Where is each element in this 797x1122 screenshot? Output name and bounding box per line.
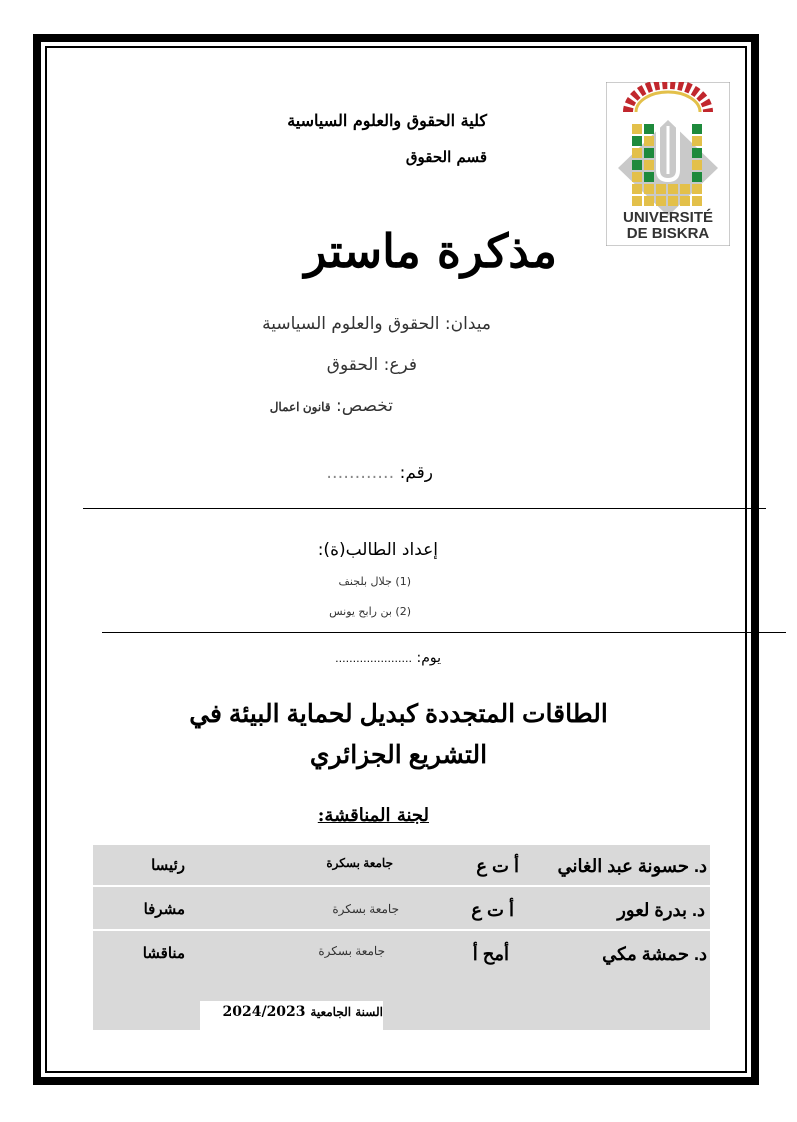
number-value: ………… [326, 463, 395, 483]
memo-title: مذكرة ماستر [304, 224, 557, 278]
member-1-rank: أ ت ع [476, 856, 519, 876]
member-2-rank: أ ت ع [471, 900, 514, 920]
member-3-university: جامعة بسكرة [318, 944, 385, 958]
branch-label: فرع: [383, 355, 417, 375]
student-2-name: بن رابح يونس [329, 605, 392, 618]
academic-year-value: 2024/2023 [222, 1004, 306, 1020]
member-1-university: جامعة بسكرة [326, 856, 393, 870]
separator-line-top [83, 508, 766, 509]
specialty-line [270, 396, 393, 416]
member-3-rank: أمح أ [472, 944, 509, 964]
member-2-name: د. بدرة لعور [617, 900, 705, 920]
logo-text-line2: DE BISKRA [626, 225, 710, 242]
day-value: ...................... [335, 652, 413, 665]
separator-line-bottom [102, 632, 786, 633]
field-label: ميدان: [444, 314, 491, 334]
committee-row-separator [93, 885, 710, 887]
field-value: الحقوق والعلوم السياسية [262, 314, 440, 334]
member-1-name: د. حسونة عبد الغاني [557, 856, 707, 876]
prepared-by-label: إعداد الطالب(ة): [317, 540, 438, 560]
day-label: يوم: [416, 650, 441, 666]
branch-value: الحقوق [326, 355, 379, 375]
member-1-role: رئيسا [151, 857, 185, 874]
thesis-title-line2: التشريع الجزائري [309, 741, 488, 769]
member-3-name: د. حمشة مكي [602, 944, 707, 964]
day-line [335, 650, 441, 666]
member-2-role: مشرفا [143, 901, 185, 918]
specialty-value: قانون اعمال [269, 400, 331, 414]
student-1-number: (1) [395, 575, 411, 588]
logo-text-line1: UNIVERSITÉ [622, 209, 714, 226]
specialty-label: تخصص: [335, 396, 393, 416]
department-name: قسم الحقوق [405, 148, 487, 166]
thesis-title-line1: الطاقات المتجددة كبديل لحماية البيئة في [189, 700, 608, 728]
number-line [326, 463, 433, 483]
member-2-university: جامعة بسكرة [332, 902, 399, 916]
student-1-name: جلال بلجنف [338, 575, 392, 588]
student-2-number: (2) [395, 605, 411, 618]
branch-line [327, 355, 417, 375]
field-line [262, 314, 491, 334]
number-label: رقم: [399, 463, 433, 483]
committee-row-separator [93, 929, 710, 931]
committee-heading: لجنة المناقشة: [317, 805, 429, 826]
faculty-name: كلية الحقوق والعلوم السياسية [287, 111, 487, 130]
university-logo-graphic [606, 82, 730, 246]
university-logo [606, 82, 730, 246]
student-2 [329, 605, 411, 618]
academic-year-label: السنة الجامعية [310, 1005, 383, 1019]
academic-year [222, 1004, 383, 1020]
student-1 [339, 575, 411, 588]
member-3-role: مناقشا [142, 945, 185, 962]
